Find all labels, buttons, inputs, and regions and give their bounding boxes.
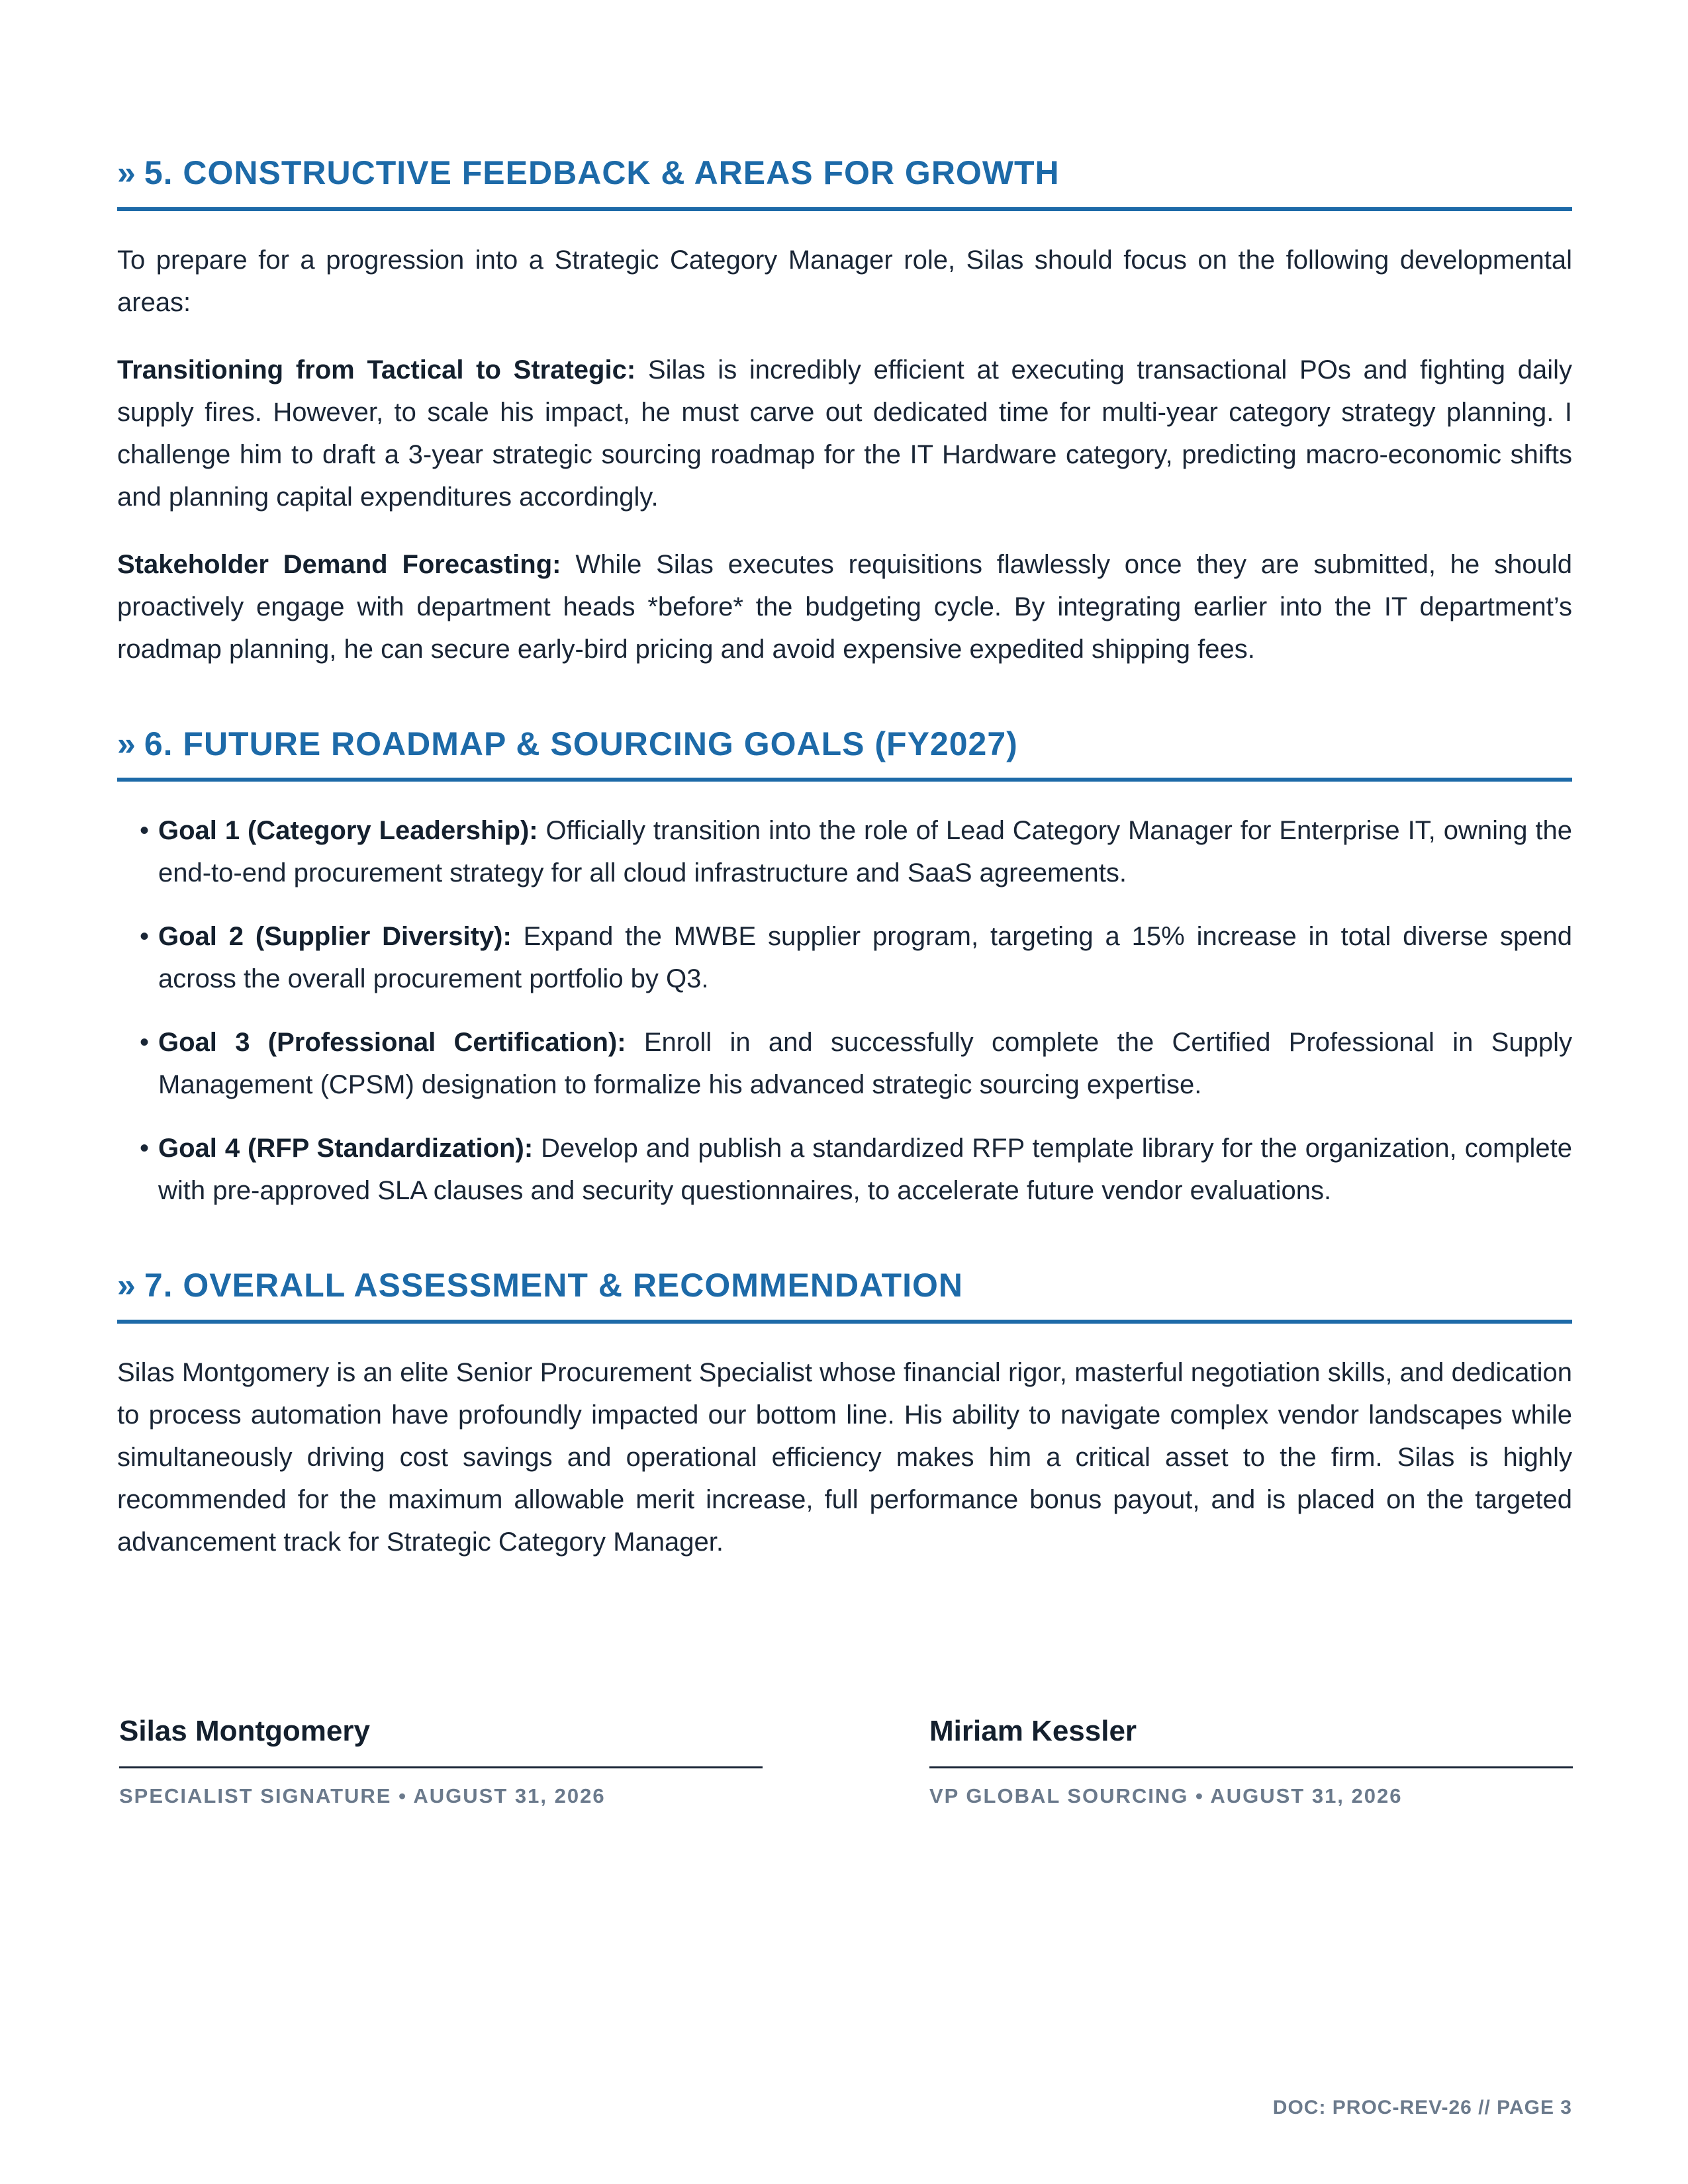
signature-area	[119, 1714, 1573, 1808]
feedback-lead: Stakeholder Demand Forecasting:	[117, 549, 561, 579]
section-heading	[117, 152, 1572, 211]
bullet-glyph: •	[140, 922, 150, 951]
feedback-paragraph	[117, 349, 1572, 518]
section-constructive-feedback	[117, 152, 1572, 670]
signature-block-vp	[929, 1714, 1573, 1808]
section-marker: »	[117, 725, 136, 762]
goal-text: Expand the MWBE supplier program, targeting a 15% increase in total diverse spend across the overall procurement portfolio by Q3.	[158, 922, 1572, 993]
goal-item	[117, 915, 1572, 1000]
section-marker: »	[117, 154, 136, 191]
page-footer: DOC: PROC-REV-26 // PAGE 3	[1272, 2097, 1572, 2118]
goal-lead: Goal 1 (Category Leadership):	[158, 816, 538, 845]
page-content	[117, 152, 1572, 1563]
goal-item	[117, 1127, 1572, 1212]
section-title: 6. FUTURE ROADMAP & SOURCING GOALS (FY2027)	[144, 725, 1018, 762]
bullet-glyph: •	[140, 1028, 150, 1057]
bullet-glyph: •	[140, 816, 150, 845]
feedback-lead: Transitioning from Tactical to Strategic:	[117, 355, 636, 385]
feedback-text: Silas is incredibly efficient at executing transactional POs and fighting daily supply fires. However, to scale his impact, he must carve out dedicated time for multi-year category strategy planning. I challenge him to draft a 3-year strategic sourcing roadmap for the IT Hardware category, predicting macro-economic shifts and planning capital expenditures accordingly.	[117, 355, 1572, 512]
goal-lead: Goal 2 (Supplier Diversity):	[158, 922, 512, 951]
signature-caption: SPECIALIST SIGNATURE • AUGUST 31, 2026	[119, 1784, 606, 1807]
feedback-text: While Silas executes requisitions flawlessly once they are submitted, he should proactively engage with department heads *before* the budgeting cycle. By integrating earlier into the IT department’s roadmap planning, he can secure early-bird pricing and avoid expensive expedited shipping fees.	[117, 549, 1572, 664]
signature-caption: VP GLOBAL SOURCING • AUGUST 31, 2026	[929, 1784, 1403, 1807]
section-heading	[117, 1265, 1572, 1324]
goal-lead: Goal 3 (Professional Certification):	[158, 1028, 626, 1057]
signature-name: Miriam Kessler	[929, 1714, 1573, 1768]
goal-item	[117, 1021, 1572, 1106]
section-title: 5. CONSTRUCTIVE FEEDBACK & AREAS FOR GROWTH	[144, 154, 1060, 191]
goal-text: Develop and publish a standardized RFP template library for the organization, complete with pre-approved SLA clauses and security questionnaires, to accelerate future vendor evaluations.	[158, 1134, 1572, 1205]
section-intro: To prepare for a progression into a Strategic Category Manager role, Silas should focus on the following developmental areas:	[117, 245, 1572, 317]
feedback-paragraph	[117, 543, 1572, 670]
section-heading	[117, 723, 1572, 782]
goal-text: Officially transition into the role of Lead Category Manager for Enterprise IT, owning the end-to-end procurement strategy for all cloud infrastructure and SaaS agreements.	[158, 816, 1572, 887]
goal-list	[117, 809, 1572, 1212]
goal-text: Enroll in and successfully complete the Certified Professional in Supply Management (CPSM) designation to formalize his advanced strategic sourcing expertise.	[158, 1028, 1573, 1099]
signature-block-specialist	[119, 1714, 763, 1808]
signature-name: Silas Montgomery	[119, 1714, 763, 1768]
section-marker: »	[117, 1267, 136, 1304]
section-overall-assessment	[117, 1265, 1572, 1563]
bullet-glyph: •	[140, 1134, 150, 1163]
assessment-paragraph: Silas Montgomery is an elite Senior Procurement Specialist whose financial rigor, masterful negotiation skills, and dedication to process automation have profoundly impacted our bottom line. His ability to navigate complex vendor landscapes while simultaneously driving cost savings and operational efficiency makes him a critical asset to the firm. Silas is highly recommended for the maximum allowable merit increase, full performance bonus payout, and is placed on the targeted advancement track for Strategic Category Manager.	[117, 1357, 1572, 1557]
goal-item	[117, 809, 1572, 894]
section-future-roadmap	[117, 723, 1572, 1212]
section-title: 7. OVERALL ASSESSMENT & RECOMMENDATION	[144, 1267, 963, 1304]
goal-lead: Goal 4 (RFP Standardization):	[158, 1134, 534, 1163]
